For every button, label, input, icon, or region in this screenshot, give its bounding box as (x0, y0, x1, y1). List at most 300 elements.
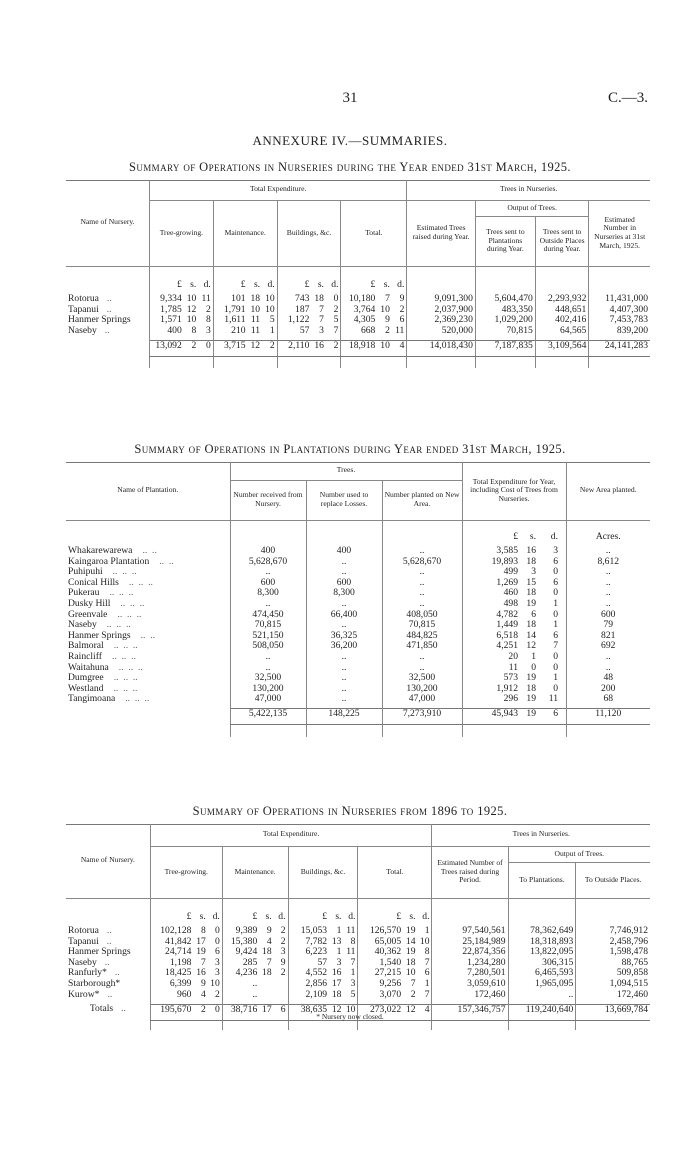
spacer (306, 520, 382, 532)
table-row (66, 641, 650, 652)
t1-header-sent-plantations: Trees sent to Plantations during Year. (475, 216, 535, 266)
total-number: 24,141,283 (589, 340, 650, 356)
spacer-row (66, 898, 650, 912)
document-reference: C.—3. (607, 90, 648, 106)
money-pounds: 3,585 (462, 546, 520, 557)
leader-dots: .. .. .. (113, 672, 138, 684)
money-pence: 6 (424, 967, 430, 979)
planted-new-area: 32,500 (382, 673, 462, 684)
money-shillings: 3 (319, 324, 324, 336)
money-pounds: 24,714 (150, 947, 193, 958)
unit-pence: d. (348, 911, 356, 922)
money-pence: 11 (201, 293, 211, 304)
nursery-name-text: Naseby (68, 956, 97, 968)
money-pence: 4 (418, 1004, 432, 1020)
to-plantations: 13,822,095 (508, 947, 576, 958)
new-area-acres: .. (566, 599, 650, 610)
number-in-nursery: 4,407,300 (589, 305, 650, 316)
money-pounds: 9,256 (358, 979, 403, 990)
money-pence: 0 (214, 935, 220, 947)
table3-footnote: * Nursery now closed. (316, 1012, 384, 1021)
units-row (66, 532, 650, 546)
money-pence: 5 (269, 314, 275, 326)
spacer (66, 912, 150, 926)
money-shillings: 14 (405, 935, 416, 947)
estimated-trees: 172,460 (432, 990, 508, 1001)
new-area-acres: .. (566, 588, 650, 599)
plantation-name-text: Westland (68, 682, 104, 694)
planted-new-area: 484,825 (382, 631, 462, 642)
spacer (66, 898, 150, 912)
money-pounds: .. (222, 979, 259, 990)
estimated-trees: 1,234,280 (432, 958, 508, 969)
money-pounds: 4,251 (462, 641, 520, 652)
unit-shillings: s. (265, 911, 272, 922)
spacer (66, 725, 230, 737)
money-shillings: 19 (526, 693, 536, 705)
plantation-name-text: Hanmer Springs (68, 629, 131, 641)
unit-pounds: £ (213, 280, 247, 294)
spacer (535, 266, 589, 280)
table-row (66, 546, 650, 557)
nursery-name-text: Rotorua (68, 293, 99, 304)
money-pounds: 18,425 (150, 968, 193, 979)
money-pence: 1 (553, 672, 558, 684)
money-pence: 7 (424, 988, 430, 1000)
replace-losses: .. (306, 567, 382, 578)
planted-new-area: .. (382, 578, 462, 589)
spacer (566, 725, 650, 737)
money-pounds: 6,223 (288, 947, 329, 958)
unit-pence: d. (278, 911, 286, 922)
spacer (222, 898, 288, 912)
units-row (66, 912, 650, 926)
money-pounds: 4,782 (462, 610, 520, 621)
spacer (407, 266, 476, 280)
table-row (66, 599, 650, 610)
spacer (150, 1020, 222, 1030)
money-shillings: 19 (405, 925, 416, 936)
unit-pence: d. (397, 279, 405, 290)
money-pence: 3 (214, 967, 220, 979)
money-pence: 7 (333, 324, 339, 336)
sent-to-plantations: 483,350 (475, 305, 535, 316)
received-from-nursery: 70,815 (230, 620, 306, 631)
spacer (66, 266, 150, 280)
leader-dots: .. .. .. (113, 640, 138, 652)
new-area-acres: 8,612 (566, 557, 650, 568)
spacer (576, 898, 650, 912)
money-pounds: 57 (277, 326, 311, 337)
leader-dots: .. (106, 925, 112, 936)
t1-header-maintenance: Maintenance. (213, 200, 277, 266)
money-pounds: 1,269 (462, 578, 520, 589)
spacer (462, 725, 566, 737)
total-plantations: 7,187,835 (475, 340, 535, 356)
money-pounds: 65,005 (358, 937, 403, 948)
received-from-nursery: 521,150 (230, 631, 306, 642)
planted-new-area: .. (382, 652, 462, 663)
money-shillings: 18 (526, 682, 536, 694)
money-shillings: 18 (526, 587, 536, 599)
money-shillings (259, 979, 273, 990)
replace-losses: .. (306, 663, 382, 674)
plantation-name-text: Dumgree (68, 672, 104, 684)
new-area-acres: 68 (566, 694, 650, 705)
sent-to-plantations: 70,815 (475, 326, 535, 337)
spacer (230, 725, 306, 737)
money-pounds: 6,399 (150, 979, 193, 990)
money-pounds: 573 (462, 673, 520, 684)
money-pounds: 45,943 (462, 709, 520, 725)
money-pence: 0 (553, 682, 558, 694)
money-shillings: 12 (248, 340, 263, 356)
leader-dots: .. (104, 956, 110, 968)
plantation-name-text: Conical Hills (68, 576, 119, 588)
money-pence: 0 (333, 293, 339, 304)
table-row (66, 294, 650, 305)
plantation-name-text: Pukerau (68, 587, 100, 599)
money-shillings: 7 (410, 977, 416, 989)
nursery-name-text: Ranfurly* (68, 967, 107, 979)
money-pounds: 41,842 (150, 937, 193, 948)
estimated-trees: 22,874,356 (432, 947, 508, 958)
money-pence: 1 (269, 324, 275, 336)
money-pounds: 285 (222, 958, 259, 969)
table-row (66, 663, 650, 674)
spacer (288, 898, 358, 912)
t3-header-name: Name of Nursery. (66, 824, 150, 898)
replace-losses: 36,325 (306, 631, 382, 642)
money-shillings: 8 (201, 925, 206, 936)
total-replace: 148,225 (306, 709, 382, 725)
money-pence: 6 (274, 1004, 288, 1020)
spacer (277, 356, 341, 368)
leader-dots: .. .. .. (109, 587, 134, 599)
total-estimated: 14,018,430 (407, 340, 476, 356)
total-estimated: 157,346,757 (432, 1004, 508, 1020)
table-row (66, 578, 650, 589)
money-pence: 2 (280, 925, 286, 936)
money-pence: 7 (424, 956, 430, 968)
to-outside: 172,460 (576, 990, 650, 1001)
plantation-name-text: Raincliff (68, 650, 102, 662)
spacer-row (66, 266, 650, 280)
money-shillings: 14 (526, 629, 536, 641)
money-pounds: 460 (462, 588, 520, 599)
money-pence: 2 (262, 340, 277, 356)
plantation-name-text: Greenvale (68, 608, 108, 620)
money-pence: 3 (280, 946, 286, 958)
money-shillings: 10 (250, 303, 261, 315)
money-pounds: 273,022 (358, 1004, 403, 1020)
money-shillings: 13 (331, 935, 342, 947)
money-pounds: 499 (462, 567, 520, 578)
money-pence: 1 (553, 619, 558, 631)
money-shillings: 18 (331, 988, 342, 1000)
money-pounds: 3,764 (341, 305, 377, 316)
money-shillings: 3 (336, 956, 342, 968)
money-pounds: 1,791 (213, 305, 247, 316)
replace-losses: .. (306, 694, 382, 705)
money-shillings: 18 (526, 555, 536, 567)
t1-header-name: Name of Nursery. (66, 180, 150, 266)
money-pounds: 1,449 (462, 620, 520, 631)
money-pence: 11 (548, 693, 558, 705)
money-shillings: 18 (405, 956, 416, 968)
plantation-name-text: Waitahuna (68, 661, 109, 673)
t3-header-to-plantations: To Plantations. (508, 862, 576, 898)
money-pounds: 101 (213, 294, 247, 305)
money-pence: 4 (392, 340, 407, 356)
table-row (66, 610, 650, 621)
nursery-name (66, 326, 150, 337)
to-outside: 1,598,478 (576, 947, 650, 958)
unit-shillings: s. (529, 531, 536, 542)
spacer (213, 266, 277, 280)
unit-pence: d. (550, 531, 558, 542)
money-pence: 0 (208, 1004, 222, 1020)
money-pence: 3 (553, 545, 558, 556)
t2-header-new-area: New Area planted. (566, 462, 650, 520)
money-shillings: 9 (266, 925, 272, 936)
plantation-name-text: Kaingaroa Plantation (68, 555, 150, 567)
t1-header-sent-outside: Trees sent to Outside Places during Year. (535, 216, 589, 266)
money-pounds: 15,053 (288, 926, 329, 937)
money-pence: 1 (553, 597, 558, 609)
new-area-acres: 692 (566, 641, 650, 652)
money-pence: 10 (265, 303, 275, 315)
money-pounds: 498 (462, 599, 520, 610)
money-pounds: 13,092 (150, 340, 184, 356)
money-shillings: 18 (262, 967, 272, 979)
spacer (213, 356, 277, 368)
money-shillings: 16 (196, 967, 206, 979)
received-from-nursery: .. (230, 599, 306, 610)
estimated-trees: 2,037,900 (407, 305, 476, 316)
unit-shillings: s. (190, 279, 197, 290)
t1-header-est-number: Estimated Number in Nurseries at 31st March, 1925. (589, 200, 650, 266)
money-pence: 0 (553, 608, 558, 620)
estimated-trees: 97,540,561 (432, 926, 508, 937)
spacer (535, 356, 589, 368)
money-pence: 2 (399, 303, 405, 315)
money-pence: 8 (350, 935, 356, 947)
spacer (66, 280, 150, 294)
money-pounds: 18,918 (341, 340, 377, 356)
money-shillings: 10 (186, 293, 197, 304)
t1-header-total: Total. (341, 200, 407, 266)
planted-new-area: .. (382, 567, 462, 578)
plantation-name-text: Dusky Hill (68, 597, 111, 609)
money-shillings: 8 (191, 324, 197, 336)
money-shillings: 0 (531, 661, 536, 673)
table-row (66, 694, 650, 705)
plantation-name-text: Tangimoana (68, 693, 116, 705)
t2-header-replace: Number used to replace Losses. (306, 480, 382, 520)
money-pounds: 668 (341, 326, 377, 337)
money-pounds: 20 (462, 652, 520, 663)
unit-shillings: s. (253, 279, 261, 290)
totals-row (66, 340, 650, 356)
money-pence: 9 (280, 956, 286, 968)
new-area-acres: .. (566, 663, 650, 674)
money-pence: 6 (399, 314, 405, 326)
money-pence: 3 (214, 956, 220, 968)
money-shillings: 1 (336, 946, 342, 958)
spacer-row (66, 356, 650, 368)
t1-header-tree-growing: Tree-growing. (150, 200, 214, 266)
t2-header-received: Number received from Nursery. (230, 480, 306, 520)
t2-header-name: Name of Plantation. (66, 462, 230, 520)
money-pence: 0 (214, 925, 220, 936)
unit-shillings: s. (317, 279, 324, 290)
money-pence: 3 (350, 977, 356, 989)
leader-dots: .. .. .. (113, 682, 138, 694)
spacer (358, 898, 432, 912)
total-planted: 7,273,910 (382, 709, 462, 725)
nursery-name-text: Hanmer Springs (68, 946, 131, 958)
nursery-name-text: Kurow* (68, 988, 100, 1000)
total-outside: 13,669,784 (576, 1004, 650, 1020)
replace-losses: .. (306, 652, 382, 663)
nurseries-1925-table (66, 180, 650, 368)
money-pounds: 1,122 (277, 315, 311, 326)
money-pounds: 11 (462, 663, 520, 674)
money-shillings: 15 (526, 576, 536, 588)
spacer (341, 356, 407, 368)
money-pounds: 9,389 (222, 926, 259, 937)
money-pounds: 1,611 (213, 315, 247, 326)
spacer-row (66, 1020, 650, 1030)
money-shillings: 12 (329, 1004, 343, 1020)
money-pounds: 1,198 (150, 958, 193, 969)
table3-title: Summary of Operations in Nurseries from 1896 to 1925. (192, 804, 508, 818)
table-row (66, 926, 650, 937)
plantation-name-text: Naseby (68, 619, 97, 631)
money-pence: 2 (205, 303, 211, 315)
money-pounds: 38,716 (222, 1004, 259, 1020)
money-pence: 10 (343, 1004, 357, 1020)
money-shillings: 19 (526, 672, 536, 684)
number-in-nursery: 11,431,000 (589, 294, 650, 305)
money-shillings: 17 (259, 1004, 273, 1020)
unit-shillings: s. (409, 911, 416, 922)
spacer (277, 266, 341, 280)
money-pence: 11 (346, 925, 356, 936)
money-shillings: 12 (403, 1004, 417, 1020)
nursery-name-text: Tapanui (68, 303, 99, 315)
money-pence: 7 (350, 956, 356, 968)
planted-new-area: 471,850 (382, 641, 462, 652)
leader-dots: .. .. (140, 629, 156, 641)
replace-losses: 8,300 (306, 588, 382, 599)
money-shillings: 2 (410, 988, 416, 1000)
money-shillings: 10 (405, 967, 416, 979)
money-shillings: 17 (196, 935, 206, 947)
spacer (306, 725, 382, 737)
sent-to-plantations: 5,604,470 (475, 294, 535, 305)
to-outside: 1,094,515 (576, 979, 650, 990)
money-shillings: 16 (331, 967, 342, 979)
money-pounds: 1,571 (150, 315, 184, 326)
t2-header-trees: Trees. (230, 462, 462, 480)
money-shillings: 2 (193, 1004, 207, 1020)
money-pence: 1 (424, 925, 430, 936)
new-area-acres: .. (566, 567, 650, 578)
table-row (66, 673, 650, 684)
money-pence: 9 (399, 293, 405, 304)
unit-shillings: s. (199, 911, 206, 922)
money-pence: 11 (346, 946, 356, 958)
to-plantations: 78,362,649 (508, 926, 576, 937)
money-shillings: 18 (526, 619, 536, 631)
spacer (589, 266, 650, 280)
planted-new-area: 70,815 (382, 620, 462, 631)
page-number: 31 (342, 90, 358, 106)
money-shillings: 7 (385, 293, 390, 304)
spacer (288, 1020, 358, 1030)
table-row (66, 326, 650, 337)
to-outside: 88,765 (576, 958, 650, 969)
plantations-1925-table (66, 462, 650, 737)
t3-header-output: Output of Trees. (508, 846, 650, 862)
money-shillings: 10 (186, 314, 197, 326)
table-row (66, 979, 650, 990)
money-shillings: 7 (266, 956, 272, 968)
number-in-nursery: 7,453,783 (589, 315, 650, 326)
money-pence: 2 (326, 340, 341, 356)
money-pounds: 400 (150, 326, 184, 337)
to-plantations: 306,315 (508, 958, 576, 969)
received-from-nursery: 47,000 (230, 694, 306, 705)
leader-dots: .. (106, 303, 112, 315)
money-pence: 10 (265, 293, 275, 304)
spacer (306, 532, 382, 546)
spacer (407, 356, 476, 368)
money-shillings: 16 (311, 340, 326, 356)
money-pounds: 4,236 (222, 968, 259, 979)
nursery-name-text: Starborough* (68, 977, 121, 989)
new-area-acres: 600 (566, 610, 650, 621)
table2-title: Summary of Operations in Plantations during Year ended 31st March, 1925. (134, 442, 566, 456)
t1-header-trees-in-nurseries: Trees in Nurseries. (407, 180, 650, 200)
plantation-name-text: Whakarewarewa (68, 545, 133, 556)
leader-dots: .. .. .. (117, 608, 142, 620)
money-shillings: 18 (250, 293, 261, 304)
planted-new-area: 130,200 (382, 684, 462, 695)
to-plantations: .. (508, 990, 576, 1001)
money-pounds: 1,912 (462, 684, 520, 695)
spacer (508, 1020, 576, 1030)
nursery-name (66, 990, 150, 1001)
estimated-trees: 520,000 (407, 326, 476, 337)
money-pounds: 960 (150, 990, 193, 1001)
leader-dots: .. .. .. (111, 650, 136, 662)
unit-shillings: s. (383, 279, 390, 290)
totals-row (66, 709, 650, 725)
money-pounds: 57 (288, 958, 329, 969)
received-from-nursery: 8,300 (230, 588, 306, 599)
unit-acres: Acres. (566, 532, 650, 546)
planted-new-area: 47,000 (382, 694, 462, 705)
received-from-nursery: .. (230, 652, 306, 663)
received-from-nursery: 400 (230, 546, 306, 557)
money-shillings: 18 (262, 946, 272, 958)
estimated-trees: 2,369,230 (407, 315, 476, 326)
money-pence (274, 990, 288, 1001)
money-pounds: 7,782 (288, 937, 329, 948)
